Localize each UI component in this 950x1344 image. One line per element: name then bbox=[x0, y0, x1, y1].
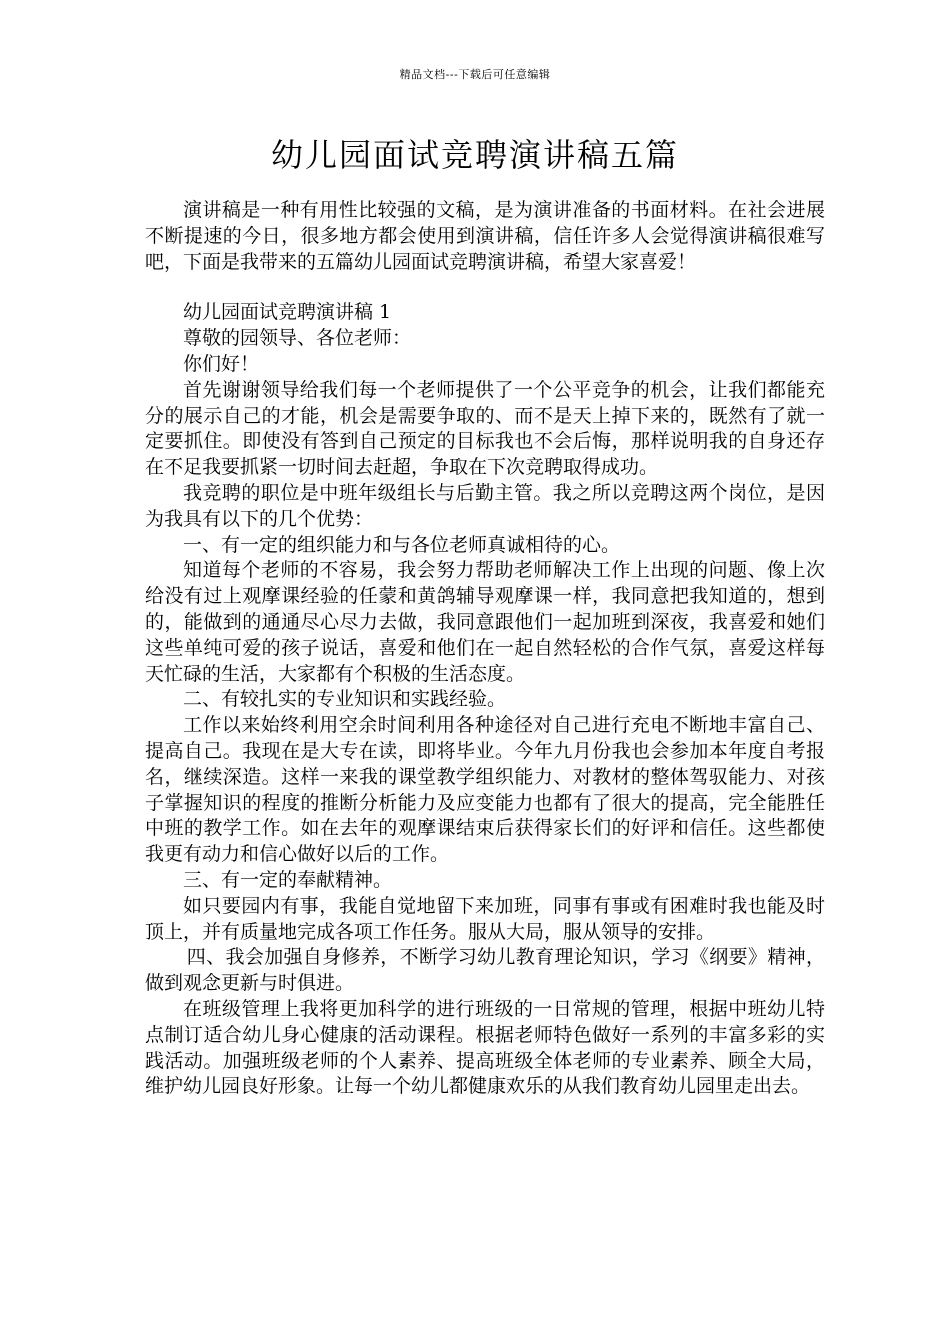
intro-paragraph: 演讲稿是一种有用性比较强的文稿，是为演讲准备的书面材料。在社会进展不断提速的今日，很多地方都会使用到演讲稿，信任许多人会觉得演讲稿很难写吧，下面是我带来的五篇幼儿园面试竞聘演讲稿，希望大家喜爱！ bbox=[145, 199, 825, 273]
body-paragraph: 工作以来始终利用空余时间利用各种途径对自己进行充电不断地丰富自己、提高自己。我现在是大专在读，即将毕业。今年九月份我也会参加本年度自考报名，继续深造。这样一来我的课堂教学组织能力、对教材的整体驾驭能力、对孩子掌握知识的程度的推断分析能力及应变能力也都有了很大的提高，完全能胜任中班的教学工作。如在去年的观摩课结束后获得家长们的好评和信任。这些都使我更有动力和信心做好以后的工作。 bbox=[145, 714, 825, 866]
greeting: 你们好！ bbox=[183, 352, 260, 375]
body-paragraph: 首先谢谢领导给我们每一个老师提供了一个公平竞争的机会，让我们都能充分的展示自己的才能，机会是需要争取的、而不是天上掉下来的，既然有了就一定要抓住。即使没有答到自己预定的目标我也不会后悔，那样说明我的自身还存在不足我要抓紧一切时间去赶超，争取在下次竞聘取得成功。 bbox=[145, 378, 825, 479]
body-paragraph: 我竞聘的职位是中班年级组长与后勤主管。我之所以竞聘这两个岗位，是因为我具有以下的几个优势： bbox=[145, 481, 825, 530]
section-heading: 一、有一定的组织能力和与各位老师真诚相待的心。 bbox=[183, 533, 621, 556]
salutation: 尊敬的园领导、各位老师： bbox=[183, 327, 412, 350]
section-heading: 二、有较扎实的专业知识和实践经验。 bbox=[183, 688, 507, 711]
document-title: 幼儿园面试竞聘演讲稿五篇 bbox=[270, 136, 679, 174]
document-body bbox=[145, 198, 825, 1100]
section-heading: 三、有一定的奉献精神。 bbox=[183, 868, 393, 891]
body-paragraph: 在班级管理上我将更加科学的进行班级的一日常规的管理，根据中班幼儿特点制订适合幼儿身心健康的活动课程。根据老师特色做好一系列的丰富多彩的实践活动。加强班级老师的个人素养、提高班级全体老师的专业素养、顾全大局，维护幼儿园良好形象。让每一个幼儿都健康欢乐的从我们教育幼儿园里走出去。 bbox=[145, 997, 825, 1098]
body-paragraph: 如只要园内有事，我能自觉地留下来加班，同事有事或有困难时我也能及时顶上，并有质量地完成各项工作任务。服从大局，服从领导的安排。 bbox=[145, 894, 825, 943]
page-header: 精品文档---下载后可任意编辑 bbox=[399, 68, 551, 81]
body-paragraph: 知道每个老师的不容易，我会努力帮助老师解决工作上出现的问题、像上次给没有过上观摩课经验的任蒙和黄鸽辅导观摩课一样，我同意把我知道的，想到的，能做到的通通尽心尽力去做，我同意跟他们一起加班到深夜，我喜爱和她们这些单纯可爱的孩子说话，喜爱和他们在一起自然轻松的合作气氛，喜爱这样每天忙碌的生活，大家都有个积极的生活态度。 bbox=[145, 559, 825, 685]
speech-heading: 幼儿园面试竞聘演讲稿 1 bbox=[183, 301, 392, 324]
section-heading: 四、我会加强自身修养，不断学习幼儿教育理论知识，学习《纲要》精神，做到观念更新与时俱进。 bbox=[145, 946, 825, 995]
